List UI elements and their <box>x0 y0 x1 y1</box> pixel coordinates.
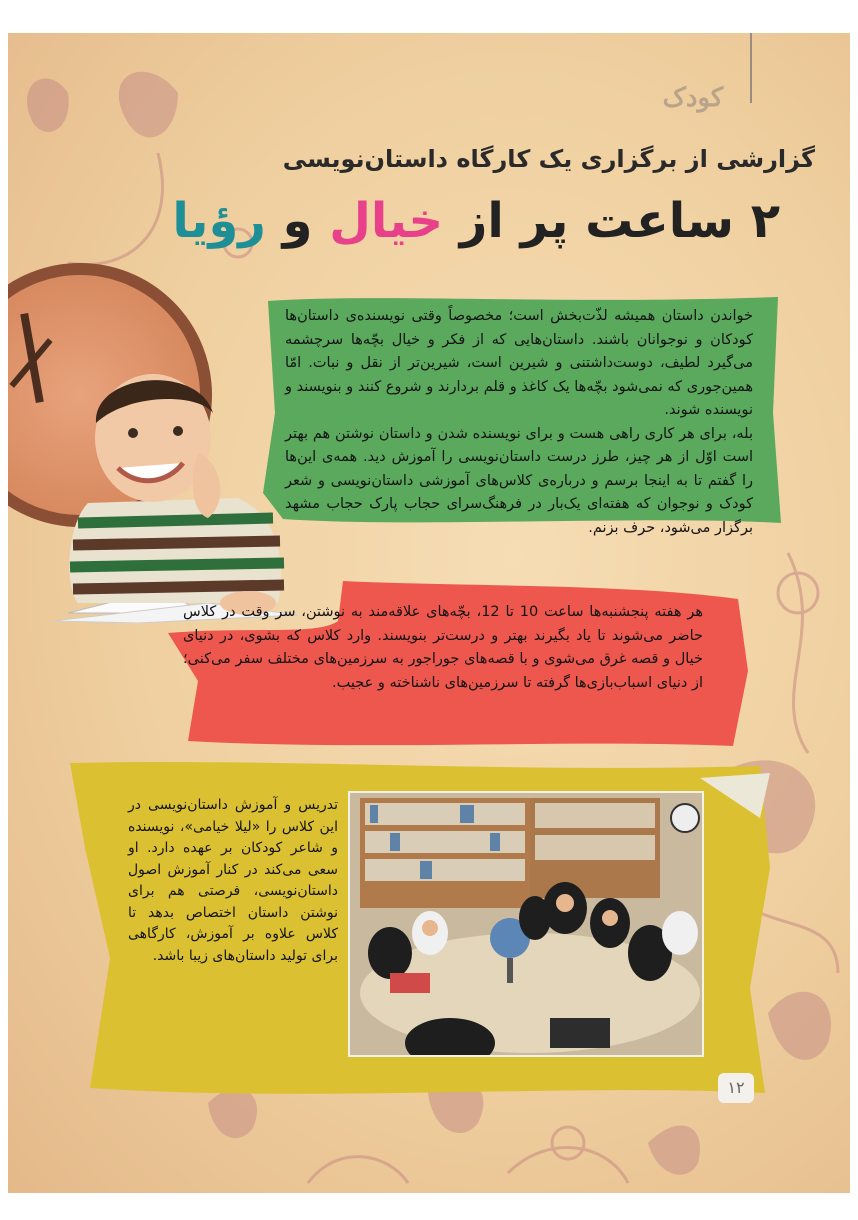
page-subtitle: گزارشی از برگزاری یک کارگاه داستان‌نویسی <box>282 145 815 173</box>
schedule-paragraph: هر هفته پنجشنبه‌ها ساعت 10 تا 12، بچّه‌های علاقه‌مند به نوشتن، سر وقت در کلاس حاضر می‌شوند تا یاد بگیرند بهتر و درست‌تر بنویسند. وارد کلاس که بشوی، در دنیای خیال و قصه غرق می‌شوی و با قصه‌های جوراجور به سرزمین‌های مختلف سفر می‌کنی؛ از دنیای اسباب‌بازی‌ها گرفته تا سرزمین‌های ناشناخته و عجیب. <box>183 604 704 691</box>
classroom-photo <box>348 791 704 1057</box>
header-divider <box>750 33 752 103</box>
intro-paragraph-2: بله، برای هر کاری راهی هست و برای نویسنده شدن و داستان نوشتن هم بهتر است اوّل از هر چیز، طرز درست داستان‌نویسی را آموزش دید. همه‌ی این‌ها را گفتم تا به اینجا برسم و درباره‌ی کلاس‌های آموزشی داستان‌نویسی و شعر کودک و نوجوان که هفته‌ای یک‌بار در فرهنگ‌سرای حجاب پارک حجاب مشهد برگزار می‌شود، حرف بزنم. <box>285 425 753 536</box>
teacher-paragraph: تدریس و آموزش داستان‌نویسی در این کلاس را «لیلا خیامی»، نویسنده و شاعر کودکان بر عهده دارد. او سعی می‌کند در کنار آموزش اصول داستان‌نویسی، فرصتی هم برای نوشتن داستان اختصاص بدهد تا کلاس علاوه بر آموزش، کارگاهی برای تولید داستان‌های زیبا باشد. <box>128 797 338 964</box>
title-connector: و <box>282 193 313 249</box>
page-number: ۱۲ <box>718 1073 754 1103</box>
title-word-khial: خیال <box>329 193 444 249</box>
title-word-roya: رؤیا <box>172 193 266 249</box>
intro-paragraph-1: خواندن داستان همیشه لذّت‌بخش است؛ مخصوصاً وقتی نویسنده‌ی داستان‌ها کودکان و نوجوانان باشند. داستان‌هایی که از فکر و خیال بچّه‌ها سرچشمه می‌گیرد لطیف، دوست‌داشتنی و شیرین است، شیرین‌تر از نقل و نبات. امّا همین‌جوری که نمی‌شود بچّه‌ها یک کاغذ و قلم بردارند و شروع کنند و بنویسند و نویسنده شوند. <box>285 308 753 418</box>
teacher-text <box>128 795 338 967</box>
intro-text-box <box>263 293 783 536</box>
title-part-1: ۲ ساعت پر از <box>459 193 780 249</box>
page-title <box>172 193 780 249</box>
classroom-photo-illustration <box>350 793 702 1055</box>
magazine-logo: کودک <box>662 83 724 113</box>
schedule-text-box <box>168 581 748 751</box>
magazine-page <box>8 33 850 1193</box>
